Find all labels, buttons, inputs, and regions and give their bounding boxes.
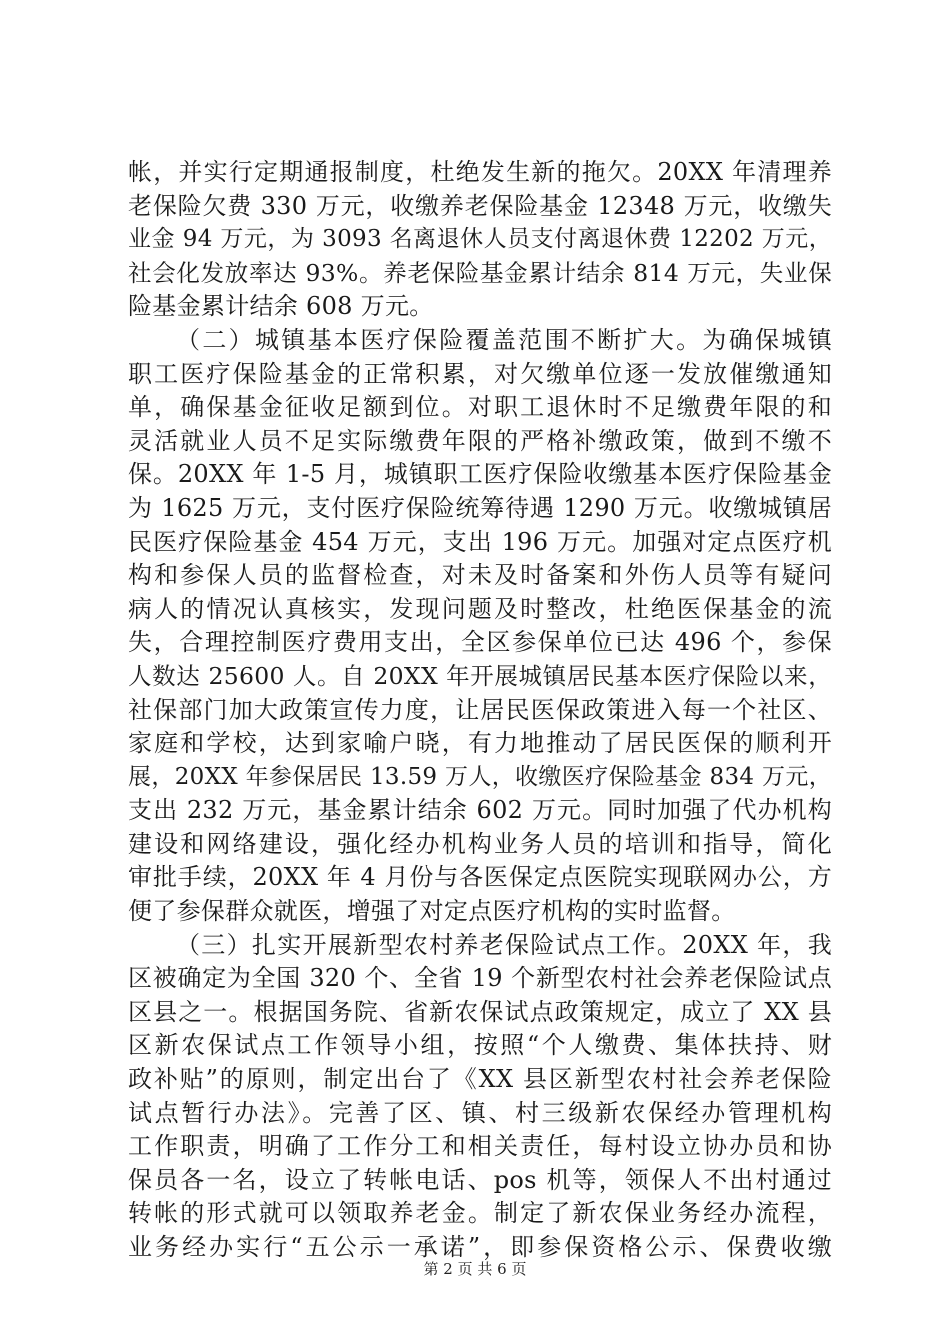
body-text	[128, 156, 832, 1265]
text-line: 老保险欠费 330 万元，收缴养老保险基金 12348 万元，收缴失	[128, 191, 832, 220]
text-line: 区新农保试点工作领导小组，按照“个人缴费、集体扶持、财	[128, 1031, 832, 1060]
text-line: 民医疗保险基金 454 万元，支出 196 万元。加强对定点医疗机	[128, 527, 832, 556]
text-line: （三）扎实开展新型农村养老保险试点工作。20XX 年，我	[176, 930, 832, 959]
text-line: 人数达 25600 人。自 20XX 年开展城镇居民基本医疗保险以来，	[128, 661, 832, 690]
text-line: 社会化发放率达 93%。养老保险基金累计结余 814 万元，失业保	[128, 258, 832, 287]
text-line: 单，确保基金征收足额到位。对职工退休时不足缴费年限的和	[128, 393, 832, 422]
text-line: 支出 232 万元，基金累计结余 602 万元。同时加强了代办机构	[128, 796, 832, 825]
text-line: 职工医疗保险基金的正常积累，对欠缴单位逐一发放催缴通知	[128, 359, 832, 388]
text-line: 政补贴”的原则，制定出台了《XX 县区新型农村社会养老保险	[128, 1065, 832, 1094]
text-line: 家庭和学校，达到家喻户晓，有力地推动了居民医保的顺利开	[128, 729, 832, 758]
text-line: 试点暂行办法》。完善了区、镇、村三级新农保经办管理机构	[128, 1098, 832, 1127]
text-line: 展，20XX 年参保居民 13.59 万人，收缴医疗保险基金 834 万元，	[128, 763, 832, 790]
text-line: 区被确定为全国 320 个、全省 19 个新型农村社会养老保险试点	[128, 964, 832, 993]
text-line: 构和参保人员的监督检查，对未及时备案和外伤人员等有疑问	[128, 561, 832, 590]
page-number-footer: 第 2 页 共 6 页	[423, 1260, 527, 1278]
text-line: 灵活就业人员不足实际缴费年限的严格补缴政策，做到不缴不	[128, 426, 832, 455]
text-line: 为 1625 万元，支付医疗保险统筹待遇 1290 万元。收缴城镇居	[128, 493, 832, 522]
text-line: 失，合理控制医疗费用支出，全区参保单位已达 496 个，参保	[128, 628, 832, 657]
text-line: 区县之一。根据国务院、省新农保试点政策规定，成立了 XX 县	[128, 997, 832, 1026]
text-line: 便了参保群众就医，增强了对定点医疗机构的实时监督。	[128, 897, 736, 926]
text-line: 工作职责，明确了工作分工和相关责任，每村设立协办员和协	[128, 1132, 832, 1161]
text-line: （二）城镇基本医疗保险覆盖范围不断扩大。为确保城镇	[176, 325, 832, 354]
text-line: 病人的情况认真核实，发现问题及时整改，杜绝医保基金的流	[128, 594, 832, 623]
text-line: 业务经办实行“五公示一承诺”，即参保资格公示、保费收缴	[128, 1233, 832, 1261]
text-line: 保员各一名，设立了转帐电话、pos 机等，领保人不出村通过	[128, 1165, 832, 1194]
text-line: 审批手续，20XX 年 4 月份与各医保定点医院实现联网办公，方	[128, 863, 832, 892]
text-line: 保。20XX 年 1-5 月，城镇职工医疗保险收缴基本医疗保险基金	[128, 460, 832, 489]
text-line: 帐，并实行定期通报制度，杜绝发生新的拖欠。20XX 年清理养	[128, 158, 832, 186]
text-line: 转帐的形式就可以领取养老金。制定了新农保业务经办流程，	[128, 1199, 832, 1228]
text-line: 建设和网络建设，强化经办机构业务人员的培训和指导，简化	[128, 829, 832, 858]
text-line: 社保部门加大政策宣传力度，让居民医保政策进入每一个社区、	[128, 695, 832, 724]
text-line: 险基金累计结余 608 万元。	[128, 292, 434, 321]
text-line: 业金 94 万元，为 3093 名离退休人员支付离退休费 12202 万元，	[128, 226, 832, 253]
